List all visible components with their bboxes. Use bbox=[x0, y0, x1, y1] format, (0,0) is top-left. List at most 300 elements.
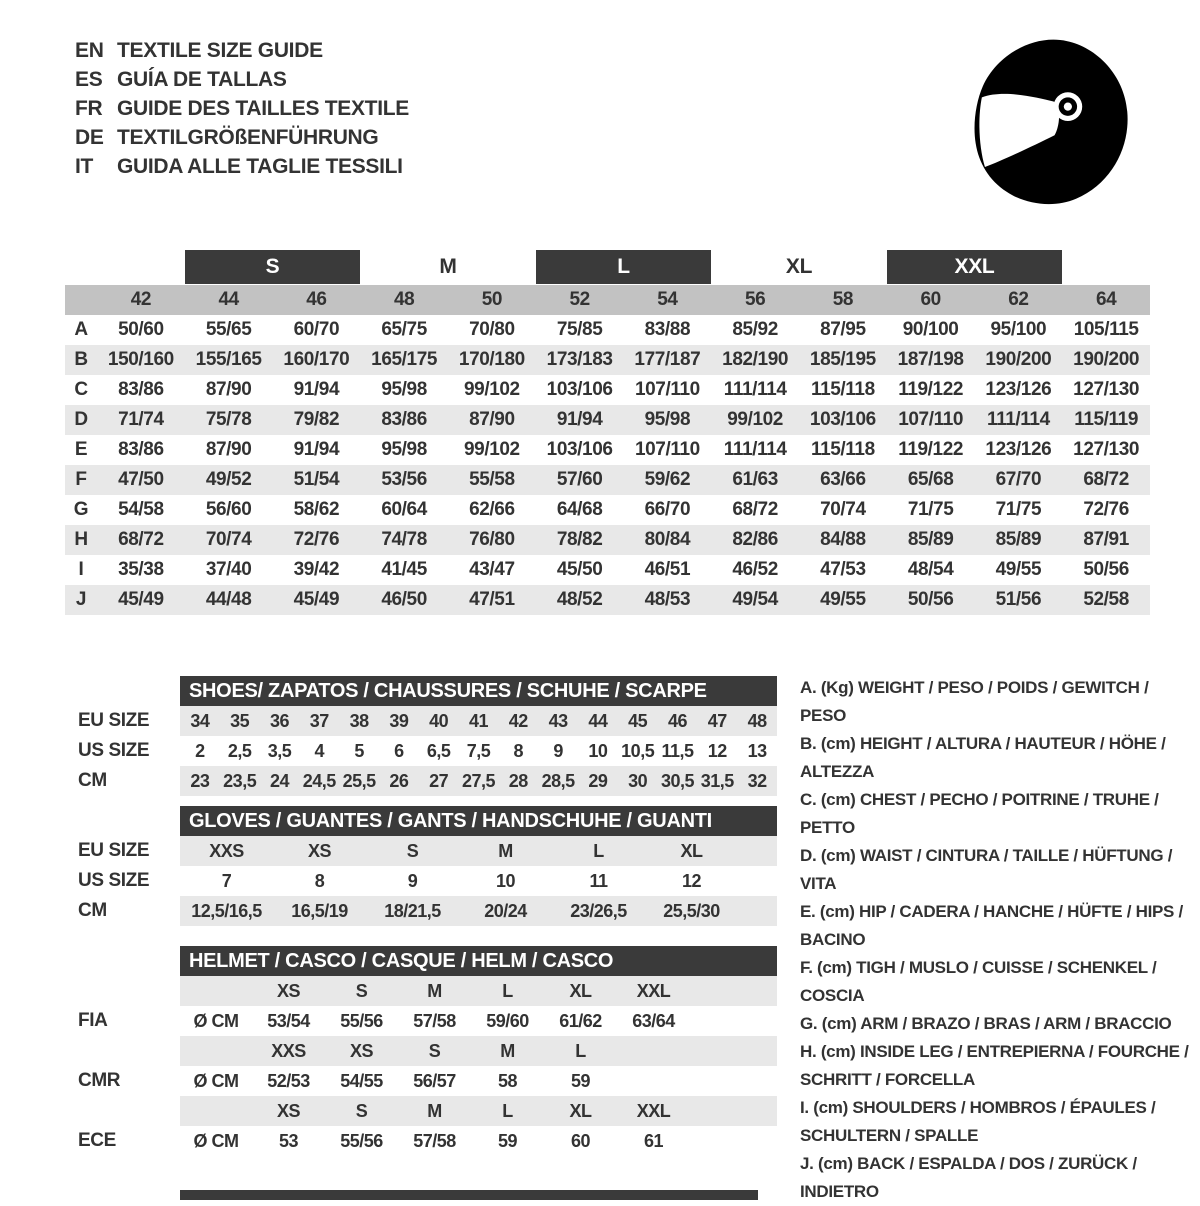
measurement-value: 83/86 bbox=[118, 379, 164, 400]
gloves-row-label: EU SIZE bbox=[78, 840, 150, 861]
gloves-cm-value: 18/21,5 bbox=[384, 901, 441, 921]
helmet-size-value: 55/56 bbox=[340, 1131, 383, 1151]
measurement-value: 85/92 bbox=[732, 319, 778, 340]
helmet-size-value: 63/64 bbox=[632, 1011, 675, 1031]
measurement-value: 41/45 bbox=[381, 559, 427, 580]
shoes-us-value: 3,5 bbox=[267, 741, 292, 761]
row-letter-spacer bbox=[65, 285, 97, 315]
measurement-value: 47/53 bbox=[820, 559, 866, 580]
helmet-row-label-spacer bbox=[65, 976, 180, 1006]
measurement-value: 95/98 bbox=[381, 439, 427, 460]
gloves-us-value: 7 bbox=[221, 871, 232, 891]
measurement-value: 107/110 bbox=[634, 439, 700, 460]
legend-item-c: C. (cm) CHEST / PECHO / POITRINE / TRUHE / PETTO bbox=[800, 790, 1159, 837]
shoes-eu-value: 44 bbox=[588, 711, 608, 731]
measurement-value: 95/98 bbox=[644, 409, 691, 430]
measurement-value: 51/54 bbox=[293, 469, 340, 490]
measurement-value: 123/126 bbox=[985, 439, 1052, 460]
shoes-row-label: CM bbox=[78, 770, 107, 791]
helmet-size-label: XL bbox=[569, 1101, 592, 1121]
language-row bbox=[75, 36, 409, 65]
size-group-xl: XL bbox=[785, 255, 813, 278]
measurement-value: 72/76 bbox=[293, 529, 340, 550]
measurement-value: 54/58 bbox=[118, 499, 164, 520]
measurement-value: 49/54 bbox=[732, 589, 778, 610]
measurement-value: 190/200 bbox=[985, 349, 1052, 370]
legend-item-j: J. (cm) BACK / ESPALDA / DOS / ZURÜCK / INDIETRO bbox=[800, 1154, 1137, 1201]
shoes-eu-value: 48 bbox=[747, 711, 767, 731]
guide-title: TEXTILE SIZE GUIDE bbox=[117, 39, 323, 62]
shoes-cm-value: 29 bbox=[588, 771, 608, 791]
row-letter: E bbox=[74, 439, 88, 460]
shoes-cm-value: 27 bbox=[429, 771, 449, 791]
shoes-cm-value: 26 bbox=[389, 771, 409, 791]
helmet-size-label: L bbox=[575, 1041, 586, 1061]
size-number: 56 bbox=[744, 289, 766, 310]
helmet-size-label: XL bbox=[569, 981, 592, 1001]
guide-title: GUÍA DE TALLAS bbox=[117, 68, 287, 91]
helmet-size-value: 53 bbox=[278, 1131, 299, 1151]
row-letter: A bbox=[74, 319, 88, 340]
helmet-size-label: L bbox=[502, 981, 513, 1001]
measurement-value: 70/80 bbox=[469, 319, 515, 340]
shoes-eu-value: 39 bbox=[389, 711, 409, 731]
shoes-cm-value: 28 bbox=[508, 771, 528, 791]
measurement-value: 67/70 bbox=[995, 469, 1042, 490]
measurement-value: 64/68 bbox=[556, 499, 603, 520]
helmet-size-value: 56/57 bbox=[413, 1071, 456, 1091]
measurement-value: 99/102 bbox=[464, 379, 520, 400]
size-group-l: L bbox=[536, 250, 712, 284]
helmet-unit-spacer bbox=[180, 1036, 252, 1066]
gloves-eu-value: S bbox=[406, 841, 419, 861]
helmet-unit-label: Ø CM bbox=[193, 1071, 239, 1091]
size-number: 42 bbox=[130, 289, 152, 310]
measurement-value: 39/42 bbox=[293, 559, 340, 580]
shoes-cm-value: 31,5 bbox=[700, 771, 734, 791]
measurement-value: 185/195 bbox=[809, 349, 876, 370]
measurement-value: 123/126 bbox=[985, 379, 1052, 400]
measurement-row-f bbox=[65, 465, 1150, 495]
helmet-values-row-fia bbox=[65, 1006, 777, 1036]
shoes-row-label: US SIZE bbox=[78, 740, 150, 761]
measurement-value: 37/40 bbox=[205, 559, 252, 580]
measurement-value: 91/94 bbox=[556, 409, 603, 430]
measurement-value: 68/72 bbox=[732, 499, 778, 520]
shoes-cm-value: 25,5 bbox=[342, 771, 376, 791]
measurement-row-g bbox=[65, 495, 1150, 525]
shoes-us-value: 13 bbox=[747, 741, 767, 761]
shoes-eu-value: 45 bbox=[628, 711, 648, 731]
measurement-value: 165/175 bbox=[371, 349, 438, 370]
measurement-value: 87/90 bbox=[469, 409, 515, 430]
shoes-us-value: 10 bbox=[588, 741, 608, 761]
shoes-cm-row bbox=[65, 766, 777, 796]
measurement-value: 160/170 bbox=[283, 349, 350, 370]
measurement-row-i bbox=[65, 555, 1150, 585]
measurement-value: 95/98 bbox=[381, 379, 427, 400]
measurement-value: 61/63 bbox=[732, 469, 778, 490]
helmet-unit-spacer bbox=[180, 976, 252, 1006]
gloves-cm-row bbox=[65, 896, 777, 926]
helmet-size-label: XXL bbox=[636, 1101, 671, 1121]
measurement-value: 111/114 bbox=[723, 379, 787, 400]
measurement-value: 111/114 bbox=[987, 409, 1050, 430]
shoes-eu-value: 38 bbox=[349, 711, 369, 731]
legend-item-a: A. (Kg) WEIGHT / PESO / POIDS / GEWITCH / PESO bbox=[800, 678, 1149, 725]
measurement-value: 127/130 bbox=[1073, 379, 1140, 400]
gloves-cm-value: 20/24 bbox=[484, 901, 527, 921]
measurement-value: 68/72 bbox=[1083, 469, 1129, 490]
measurement-value: 103/106 bbox=[809, 409, 876, 430]
helmet-size-label: XS bbox=[349, 1041, 373, 1061]
language-code: EN bbox=[75, 39, 104, 62]
shoes-cm-value: 27,5 bbox=[461, 771, 496, 791]
measurement-value: 119/122 bbox=[898, 379, 964, 400]
measurement-value: 83/86 bbox=[381, 409, 427, 430]
gloves-row-label: US SIZE bbox=[78, 870, 150, 891]
measurement-value: 76/80 bbox=[469, 529, 515, 550]
helmet-standard-name: ECE bbox=[78, 1130, 116, 1151]
measurement-value: 87/95 bbox=[820, 319, 866, 340]
shoes-cm-value: 24,5 bbox=[302, 771, 336, 791]
measurement-value: 71/75 bbox=[995, 499, 1042, 520]
measurement-value: 70/74 bbox=[205, 529, 252, 550]
measurement-value: 58/62 bbox=[293, 499, 340, 520]
helmet-size-label: S bbox=[355, 1101, 368, 1121]
measurement-value: 80/84 bbox=[644, 529, 691, 550]
language-code: IT bbox=[75, 155, 94, 178]
guide-title: GUIDE DES TAILLES TEXTILE bbox=[117, 97, 409, 120]
helmet-standard-name: FIA bbox=[78, 1010, 108, 1031]
helmet-size-value bbox=[617, 1066, 690, 1096]
measurement-value: 65/75 bbox=[381, 319, 427, 340]
measurement-row-b bbox=[65, 345, 1150, 375]
measurement-value: 83/86 bbox=[118, 439, 164, 460]
shoes-cm-value: 32 bbox=[747, 771, 767, 791]
measurement-value: 60/70 bbox=[293, 319, 340, 340]
shoes-eu-value: 36 bbox=[269, 711, 289, 731]
size-number: 46 bbox=[306, 289, 327, 310]
helmet-size-label: M bbox=[427, 1101, 442, 1121]
measurement-value: 84/88 bbox=[820, 529, 866, 550]
measurement-value: 66/70 bbox=[644, 499, 691, 520]
helmet-size-value: 53/54 bbox=[267, 1011, 310, 1031]
helmet-size-value: 52/53 bbox=[267, 1071, 310, 1091]
measurement-value: 79/82 bbox=[293, 409, 340, 430]
helmet-row-label-spacer bbox=[65, 1036, 180, 1066]
helmet-size-value: 57/58 bbox=[413, 1131, 456, 1151]
measurement-value: 82/86 bbox=[732, 529, 778, 550]
helmet-sizes-row-ece bbox=[65, 1096, 777, 1126]
measurement-value: 190/200 bbox=[1073, 349, 1140, 370]
shoes-eu-value: 35 bbox=[230, 711, 250, 731]
language-row bbox=[75, 152, 409, 181]
helmet-size-value: 61/62 bbox=[559, 1011, 602, 1031]
size-group-m: M bbox=[439, 255, 457, 278]
helmet-unit-label: Ø CM bbox=[193, 1131, 239, 1151]
measurement-value: 155/165 bbox=[195, 349, 262, 370]
row-letter: I bbox=[78, 559, 84, 580]
measurement-value: 46/51 bbox=[644, 559, 691, 580]
helmet-size-label: XXS bbox=[271, 1041, 306, 1061]
language-code: ES bbox=[75, 68, 103, 91]
gloves-us-row bbox=[65, 866, 777, 896]
size-number: 60 bbox=[920, 289, 941, 310]
measurement-value: 35/38 bbox=[118, 559, 164, 580]
measurement-value: 85/89 bbox=[995, 529, 1042, 550]
measurement-value: 115/118 bbox=[810, 379, 875, 400]
helmet-unit-label: Ø CM bbox=[193, 1011, 239, 1031]
shoes-cm-value: 24 bbox=[269, 771, 289, 791]
measurement-value: 107/110 bbox=[634, 379, 700, 400]
measurement-value: 48/54 bbox=[907, 559, 954, 580]
measurement-value: 56/60 bbox=[205, 499, 252, 520]
measurement-value: 127/130 bbox=[1073, 439, 1140, 460]
cutoff-section-bar bbox=[180, 1190, 758, 1200]
shoes-eu-value: 37 bbox=[309, 711, 329, 731]
gloves-us-value: 12 bbox=[681, 871, 702, 891]
shoes-us-value: 12 bbox=[707, 741, 727, 761]
helmet-header-bar: HELMET / CASCO / CASQUE / HELM / CASCO bbox=[180, 946, 777, 976]
legend-item-g: G. (cm) ARM / BRAZO / BRAS / ARM / BRACCIO bbox=[800, 1014, 1172, 1033]
helmet-size-value: 59 bbox=[497, 1131, 518, 1151]
helmet-values-row-ece bbox=[65, 1126, 777, 1156]
language-row bbox=[75, 123, 409, 152]
gloves-eu-value: L bbox=[593, 841, 604, 861]
measurement-value: 115/119 bbox=[1074, 409, 1139, 430]
measurement-value: 49/55 bbox=[995, 559, 1042, 580]
measurement-value: 85/89 bbox=[907, 529, 954, 550]
gloves-eu-value: XL bbox=[680, 841, 703, 861]
measurement-value: 60/64 bbox=[381, 499, 427, 520]
measurement-value: 91/94 bbox=[293, 379, 340, 400]
guide-title: TEXTILGRÖßENFÜHRUNG bbox=[117, 126, 379, 149]
measurement-value: 90/100 bbox=[902, 319, 959, 340]
shoes-row-label: EU SIZE bbox=[78, 710, 150, 731]
gloves-cm-value: 16,5/19 bbox=[291, 901, 348, 921]
helmet-size-label: S bbox=[428, 1041, 441, 1061]
size-number: 52 bbox=[569, 289, 590, 310]
shoes-cm-value: 30,5 bbox=[660, 771, 695, 791]
measurement-value: 182/190 bbox=[722, 349, 789, 370]
measurement-value: 48/52 bbox=[556, 589, 603, 610]
shoes-header-bar: SHOES/ ZAPATOS / CHAUSSURES / SCHUHE / SCARPE bbox=[180, 676, 777, 706]
size-number: 44 bbox=[218, 289, 239, 310]
row-letter: B bbox=[74, 349, 88, 370]
size-number-row bbox=[65, 285, 1150, 315]
helmet-size-value: 61 bbox=[643, 1131, 664, 1151]
shoes-us-value: 8 bbox=[513, 741, 524, 761]
legend-item-b: B. (cm) HEIGHT / ALTURA / HAUTEUR / HÖHE / ALTEZZA bbox=[800, 734, 1166, 781]
measurement-value: 103/106 bbox=[546, 439, 613, 460]
measurement-value: 99/102 bbox=[464, 439, 520, 460]
shoes-eu-row bbox=[65, 706, 777, 736]
racing-helmet-icon bbox=[972, 38, 1132, 208]
helmet-size-value: 60 bbox=[570, 1131, 591, 1151]
row-letter: H bbox=[74, 529, 88, 550]
measurement-value: 87/90 bbox=[205, 439, 252, 460]
gloves-cm-value: 12,5/16,5 bbox=[191, 901, 262, 921]
gloves-cm-value: 25,5/30 bbox=[663, 901, 720, 921]
gloves-us-value: 9 bbox=[407, 871, 418, 891]
size-number: 50 bbox=[481, 289, 503, 310]
size-group-xxl: XXL bbox=[887, 250, 1063, 284]
measurement-value: 71/74 bbox=[118, 409, 164, 430]
measurement-value: 49/55 bbox=[820, 589, 866, 610]
legend-item-i: I. (cm) SHOULDERS / HOMBROS / ÉPAULES / SCHULTERN / SPALLE bbox=[800, 1098, 1156, 1145]
helmet-size-label: M bbox=[427, 981, 442, 1001]
gloves-cm-value: 23/26,5 bbox=[570, 901, 627, 921]
shoes-us-value: 10,5 bbox=[621, 741, 655, 761]
measurement-value: 177/187 bbox=[634, 349, 701, 370]
measurement-value: 51/56 bbox=[995, 589, 1042, 610]
helmet-size-value: 57/58 bbox=[413, 1011, 456, 1031]
size-number: 62 bbox=[1008, 289, 1029, 310]
measurement-value: 57/60 bbox=[556, 469, 603, 490]
measurement-value: 65/68 bbox=[907, 469, 954, 490]
shoes-cm-value: 23,5 bbox=[223, 771, 257, 791]
gloves-size-table bbox=[65, 806, 777, 926]
helmet-size-label: L bbox=[502, 1101, 513, 1121]
measurement-value: 150/160 bbox=[107, 349, 174, 370]
language-code: DE bbox=[75, 126, 104, 149]
legend-item-e: E. (cm) HIP / CADERA / HANCHE / HÜFTE / HIPS / BACINO bbox=[800, 902, 1183, 949]
measurement-value: 187/198 bbox=[897, 349, 964, 370]
language-title-list bbox=[75, 36, 409, 181]
measurement-value: 87/90 bbox=[205, 379, 252, 400]
measurement-value: 45/50 bbox=[556, 559, 603, 580]
measurement-value: 71/75 bbox=[907, 499, 954, 520]
helmet-size-label: XXL bbox=[636, 981, 671, 1001]
measurement-value: 62/66 bbox=[469, 499, 515, 520]
row-letter: G bbox=[73, 499, 89, 520]
measurement-value: 55/58 bbox=[469, 469, 515, 490]
helmet-size-value: 58 bbox=[497, 1071, 518, 1091]
measurement-value: 91/94 bbox=[293, 439, 340, 460]
helmet-size-label: S bbox=[355, 981, 368, 1001]
helmet-size-label: XS bbox=[276, 1101, 300, 1121]
measurement-value: 52/58 bbox=[1083, 589, 1129, 610]
measurement-value: 170/180 bbox=[458, 349, 525, 370]
legend-item-h: H. (cm) INSIDE LEG / ENTREPIERNA / FOURCHE / SCHRITT / FORCELLA bbox=[800, 1042, 1189, 1089]
measurement-value: 45/49 bbox=[293, 589, 340, 610]
measurement-row-a bbox=[65, 315, 1150, 345]
measurement-value: 105/115 bbox=[1073, 319, 1139, 340]
shoes-eu-value: 34 bbox=[190, 711, 210, 731]
helmet-size-label: M bbox=[500, 1041, 515, 1061]
gloves-eu-value: M bbox=[498, 841, 513, 861]
helmet-standard-name: CMR bbox=[78, 1070, 121, 1091]
helmet-size-value: 59 bbox=[570, 1071, 591, 1091]
row-letter: C bbox=[74, 379, 88, 400]
measurement-value: 45/49 bbox=[118, 589, 164, 610]
shoes-us-value: 2 bbox=[195, 741, 205, 761]
gloves-us-value: 10 bbox=[495, 871, 516, 891]
size-group-s: S bbox=[185, 250, 361, 284]
helmet-size-value: 59/60 bbox=[486, 1011, 529, 1031]
shoes-eu-value: 47 bbox=[707, 711, 727, 731]
size-number: 64 bbox=[1095, 289, 1117, 310]
shoes-us-value: 4 bbox=[314, 741, 325, 761]
shoes-eu-value: 43 bbox=[548, 711, 568, 731]
measurement-value: 115/118 bbox=[810, 439, 875, 460]
measurement-value: 75/78 bbox=[205, 409, 252, 430]
measurement-value: 46/52 bbox=[732, 559, 778, 580]
gloves-header-bar: GLOVES / GUANTES / GANTS / HANDSCHUHE / GUANTI bbox=[180, 806, 777, 836]
measurement-value: 43/47 bbox=[469, 559, 515, 580]
measurement-row-d bbox=[65, 405, 1150, 435]
measurement-value: 48/53 bbox=[644, 589, 691, 610]
measurement-value: 111/114 bbox=[723, 439, 787, 460]
shoes-us-value: 9 bbox=[553, 741, 563, 761]
gloves-us-value: 11 bbox=[589, 871, 608, 891]
shoes-us-value: 6,5 bbox=[426, 741, 451, 761]
language-code: FR bbox=[75, 97, 103, 120]
measurement-value: 107/110 bbox=[898, 409, 964, 430]
shoes-us-value: 5 bbox=[354, 741, 364, 761]
gloves-row-label: CM bbox=[78, 900, 107, 921]
size-number: 48 bbox=[393, 289, 415, 310]
shoes-eu-value: 46 bbox=[667, 711, 687, 731]
measurement-value: 55/65 bbox=[205, 319, 252, 340]
gloves-eu-row bbox=[65, 836, 777, 866]
helmet-size-value: 54/55 bbox=[340, 1071, 383, 1091]
measurement-value: 74/78 bbox=[381, 529, 427, 550]
measurement-value: 44/48 bbox=[205, 589, 252, 610]
measurement-row-c bbox=[65, 375, 1150, 405]
measurement-value: 50/56 bbox=[1083, 559, 1129, 580]
measurement-value: 72/76 bbox=[1083, 499, 1129, 520]
helmet-size-table bbox=[65, 946, 777, 1156]
measurement-value: 47/51 bbox=[469, 589, 515, 610]
measurement-value: 75/85 bbox=[556, 319, 603, 340]
measurement-value: 103/106 bbox=[546, 379, 613, 400]
shoes-eu-value: 42 bbox=[508, 711, 528, 731]
measurement-value: 99/102 bbox=[727, 409, 783, 430]
helmet-values-row-cmr bbox=[65, 1066, 777, 1096]
measurement-value: 53/56 bbox=[381, 469, 427, 490]
measurement-value: 87/91 bbox=[1083, 529, 1129, 550]
size-number: 58 bbox=[832, 289, 854, 310]
row-letter: D bbox=[74, 409, 88, 430]
measurement-value: 68/72 bbox=[118, 529, 164, 550]
shoes-eu-value: 40 bbox=[429, 711, 449, 731]
measurement-value: 83/88 bbox=[644, 319, 691, 340]
shoes-cm-value: 28,5 bbox=[541, 771, 575, 791]
shoes-us-value: 7,5 bbox=[466, 741, 491, 761]
measurement-value: 63/66 bbox=[820, 469, 866, 490]
legend-item-d: D. (cm) WAIST / CINTURA / TAILLE / HÜFTUNG / VITA bbox=[800, 846, 1173, 893]
shoes-eu-value: 41 bbox=[468, 711, 488, 731]
measurement-value: 95/100 bbox=[990, 319, 1047, 340]
helmet-row-label-spacer bbox=[65, 1096, 180, 1126]
shoes-us-value: 11,5 bbox=[661, 741, 694, 761]
guide-title: GUIDA ALLE TAGLIE TESSILI bbox=[117, 155, 403, 178]
language-row bbox=[75, 65, 409, 94]
measurement-row-e bbox=[65, 435, 1150, 465]
row-letter: J bbox=[75, 589, 87, 610]
helmet-size-value: 55/56 bbox=[340, 1011, 383, 1031]
measurement-value: 70/74 bbox=[820, 499, 866, 520]
size-group-header-row bbox=[65, 250, 1150, 284]
textile-size-table bbox=[65, 250, 1150, 615]
shoes-us-value: 2,5 bbox=[227, 741, 252, 761]
helmet-sizes-row-cmr bbox=[65, 1036, 777, 1066]
measurement-row-j bbox=[65, 585, 1150, 615]
helmet-unit-spacer bbox=[180, 1096, 252, 1126]
size-number: 54 bbox=[657, 289, 678, 310]
